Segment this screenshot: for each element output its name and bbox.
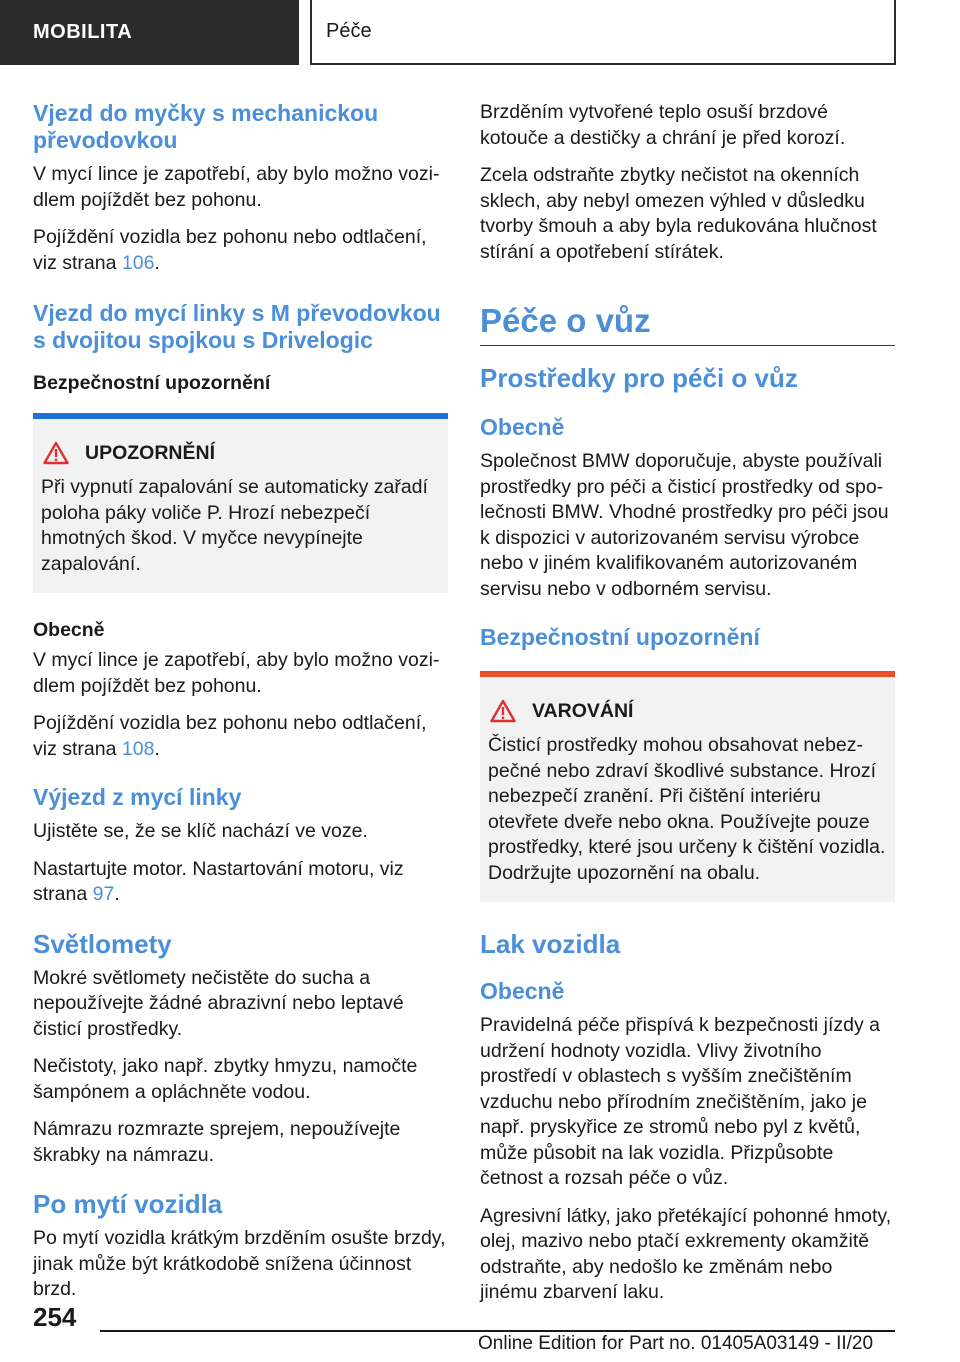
paragraph: V mycí lince je zapotřebí, aby bylo možno vozidlem pojíždět bez pohonu.: [33, 649, 440, 697]
caution-title: UPOZORNĚNÍ: [85, 441, 216, 464]
heading-headlights: Světlomety: [33, 928, 172, 959]
caution-box: [33, 413, 448, 593]
warning-triangle-icon: [43, 441, 69, 465]
chapter-tab: Péče: [310, 0, 896, 65]
footer-edition: Online Edition for Part no. 01405A03149 - II/20: [478, 1333, 874, 1354]
heading-exit-wash: Výjezd z mycí linky: [33, 784, 242, 810]
page-number: 254: [33, 1302, 77, 1332]
warning-title: VAROVÁNÍ: [532, 699, 634, 722]
heading-rule: [480, 345, 895, 346]
page-link[interactable]: 106: [121, 251, 155, 274]
footer-rule: [100, 1330, 895, 1332]
paragraph: Nastartujte motor. Nastartování motoru, viz strana 97.: [33, 857, 404, 905]
page-link[interactable]: 97: [92, 883, 115, 905]
caution-text: Při vypnutí zapalování se automaticky zařadí poloha páky voliče P. Hrozí nebezpečí hmotných škod. V myčce nevypínejte zapalování.: [41, 476, 428, 575]
heading-after-wash: Po mytí vozidla: [33, 1189, 223, 1219]
heading-safety: Bezpečnostní upozornění: [33, 372, 271, 394]
heading-general: Obecně: [480, 414, 565, 440]
warning-triangle-icon: [490, 699, 516, 723]
page-link[interactable]: 108: [121, 737, 155, 760]
warning-box: [480, 671, 895, 902]
heading-safety: Bezpečnostní upozornění: [480, 624, 760, 650]
heading-general: Obecně: [480, 978, 565, 1004]
warning-text: Čisticí prostředky mohou obsahovat nebezpečné nebo zdraví škodlivé substance. Hrozí nebezpečí zranění. Při čištění interiéru otevřete dveře nebo okna. Používejte pouze prostředky, které jsou určeny k čištění vozidla. Dodržujte upozornění na obalu.: [488, 734, 886, 884]
warning-content: [480, 677, 895, 902]
paragraph: Po mytí vozidla krátkým brzděním osušte brzdy, jinak může být krátkodobě snížena účinnost brzd.: [33, 1227, 446, 1300]
paragraph: Zcela odstraňte zbytky nečistot na okenních sklech, aby nebyl omezen výhled v důsledku tvorby šmouh a aby byla redukována hlučnost stírání a opotřebení stírátek.: [480, 164, 877, 263]
heading-vehicle-care: Péče o vůz: [480, 302, 651, 339]
paragraph: Nečistoty, jako např. zbytky hmyzu, namočte šampónem a opláchněte vodou.: [33, 1055, 418, 1103]
heading-paint: Lak vozidla: [480, 929, 621, 959]
section-tab: MOBILITA: [0, 0, 299, 65]
paragraph: Námrazu rozmrazte sprejem, nepoužívejte škrabky na námrazu.: [33, 1118, 401, 1166]
right-column: [480, 100, 895, 1318]
left-column: [33, 100, 448, 1315]
heading-general: Obecně: [33, 619, 105, 641]
paragraph: Pravidelná péče přispívá k bezpečnosti jízdy a udržení hodnoty vozidla. Vlivy životního prostředí v oblastech s vyšším znečištěním vzduchu nebo přírodním znečištěním, jako je např. pryskyřice ze stromů nebo pyl z květů, může působit na lak vozidla. Přizpůsobte četnost a rozsah péče o vůz.: [480, 1014, 880, 1189]
paragraph: Brzděním vytvořené teplo osuší brzdové kotouče a destičky a chrání je před korozí.: [480, 101, 846, 149]
paragraph: Pojíždění vozidla bez pohonu nebo odtlačení, viz strana 106.: [33, 226, 427, 274]
heading-dkg-wash: Vjezd do mycí linky s M převodovkou s dvojitou spojkou s Drivelogic: [33, 300, 441, 353]
paragraph: Agresivní látky, jako přetékající pohonné hmoty, olej, mazivo nebo ptačí exkrementy okamžitě odstraňte, aby nedošlo ke změnám nebo jinému zbarvení laku.: [480, 1204, 892, 1303]
heading-care-products: Prostředky pro péči o vůz: [480, 363, 798, 393]
paragraph: Pojíždění vozidla bez pohonu nebo odtlačení, viz strana 108.: [33, 712, 427, 760]
heading-manual-wash: Vjezd do myčky s mechanickou převodovkou: [33, 100, 379, 153]
caution-content: [33, 419, 448, 593]
paragraph: Ujistěte se, že se klíč nachází ve voze.: [33, 820, 368, 842]
paragraph: V mycí lince je zapotřebí, aby bylo možno vozidlem pojíždět bez pohonu.: [33, 163, 440, 211]
paragraph: Mokré světlomety nečistěte do sucha a nepoužívejte žádné abrazivní nebo leptavé čisticí prostředky.: [33, 966, 404, 1040]
paragraph: Společnost BMW doporučuje, abyste používali prostředky pro péči a čisticí prostředky od společnosti BMW. Vhodné prostředky pro péči jsou k dispozici v autorizovaném servisu výrobce nebo v jiném kvalifikovaném autorizovaném servisu nebo v odborném servisu.: [480, 450, 889, 600]
